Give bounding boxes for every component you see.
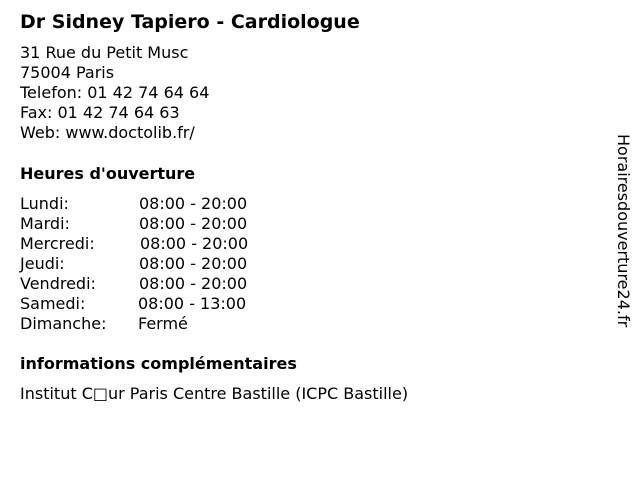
day-label: Mercredi:	[20, 234, 95, 253]
day-label: Jeudi:	[20, 254, 65, 273]
hours-row-friday	[20, 274, 320, 294]
hours-row-saturday	[20, 294, 320, 314]
day-label: Vendredi:	[20, 274, 96, 293]
page-title: Dr Sidney Tapiero - Cardiologue	[20, 11, 360, 33]
watermark-text: Horairesdouverture24.fr	[614, 134, 633, 328]
opening-hours-table	[20, 194, 320, 334]
contact-block	[20, 43, 209, 143]
city-postcode: 75004 Paris	[20, 63, 115, 82]
hours-value: 08:00 - 20:00	[139, 214, 248, 233]
hours-value: 08:00 - 20:00	[140, 234, 249, 253]
day-label: Dimanche:	[20, 314, 107, 333]
day-label: Mardi:	[20, 214, 70, 233]
site-watermark	[612, 134, 636, 344]
opening-hours-heading: Heures d'ouverture	[20, 164, 196, 183]
hours-value: 08:00 - 13:00	[138, 294, 247, 313]
hours-value: Fermé	[138, 314, 188, 333]
phone-number: Telefon: 01 42 74 64 64	[20, 83, 210, 102]
additional-info-heading: informations complémentaires	[20, 354, 297, 373]
hours-row-monday	[20, 194, 320, 214]
website-link: Web: www.doctolib.fr/	[20, 123, 195, 142]
day-label: Lundi:	[20, 194, 69, 213]
hours-row-wednesday	[20, 234, 320, 254]
fax-number: Fax: 01 42 74 64 63	[20, 103, 180, 122]
additional-info-text: Institut C□ur Paris Centre Bastille (ICPC Bastille)	[20, 384, 409, 403]
hours-row-sunday	[20, 314, 320, 334]
day-label: Samedi:	[20, 294, 86, 313]
hours-row-tuesday	[20, 214, 320, 234]
hours-value: 08:00 - 20:00	[139, 274, 248, 293]
hours-row-thursday	[20, 254, 320, 274]
hours-value: 08:00 - 20:00	[139, 194, 248, 213]
hours-value: 08:00 - 20:00	[139, 254, 248, 273]
street-address: 31 Rue du Petit Musc	[20, 43, 189, 62]
